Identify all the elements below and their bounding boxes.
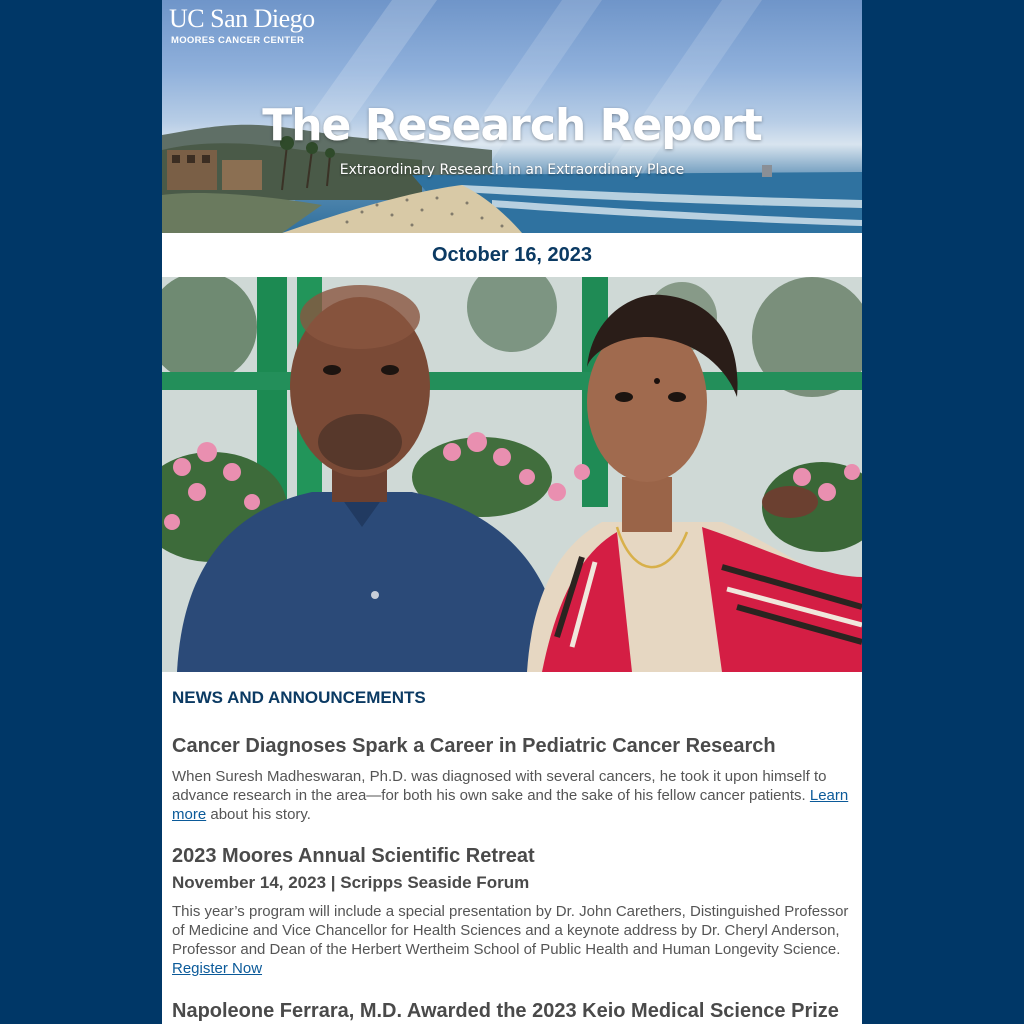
feature-photo[interactable] (162, 277, 862, 672)
article-body-1 (172, 767, 852, 824)
news-heading: NEWS AND ANNOUNCEMENTS (172, 688, 426, 707)
uc-san-diego-logo[interactable] (169, 5, 315, 46)
article-title-2: 2023 Moores Annual Scientific Retreat (172, 845, 535, 867)
logo-sub-text: MOORES CANCER CENTER (171, 35, 305, 46)
newsletter-title: The Research Report (262, 100, 762, 151)
article-body-1-text: When Suresh Madheswaran, Ph.D. was diagnosed with several cancers, he took it upon himself to advance research in the area—for both his own sake and the sake of his fellow cancer patients. (172, 768, 827, 804)
learn-more-link[interactable]: Learn more (172, 787, 849, 823)
email-container (162, 0, 862, 1024)
newsletter-subtitle: Extraordinary Research in an Extraordinary Place (339, 162, 685, 178)
register-now-link[interactable]: Register Now (172, 960, 263, 977)
article-body-2-text: This year’s program will include a special presentation by Dr. John Carethers, Distinguished Professor of Medicine and Vice Chancellor for Health Sciences and a keynote address by Dr. Cheryl Anderson, Professor and Dean of the Herbert Wertheim School of Public Health and Human Longevity Science. (172, 903, 849, 958)
couple-photo-image (162, 277, 862, 672)
news-section (162, 688, 862, 1023)
issue-date: October 16, 2023 (431, 244, 593, 266)
article-body-1-tail: about his story. (206, 806, 311, 823)
article-title-3: Napoleone Ferrara, M.D. Awarded the 2023 Keio Medical Science Prize (172, 1000, 839, 1022)
article-subtitle-2: November 14, 2023 | Scripps Seaside Forum (172, 873, 530, 892)
logo-main-text: UC San Diego (169, 4, 315, 33)
article-body-2 (172, 902, 852, 978)
header-banner (162, 0, 862, 233)
article-title-1: Cancer Diagnoses Spark a Career in Pediatric Cancer Research (172, 735, 776, 757)
